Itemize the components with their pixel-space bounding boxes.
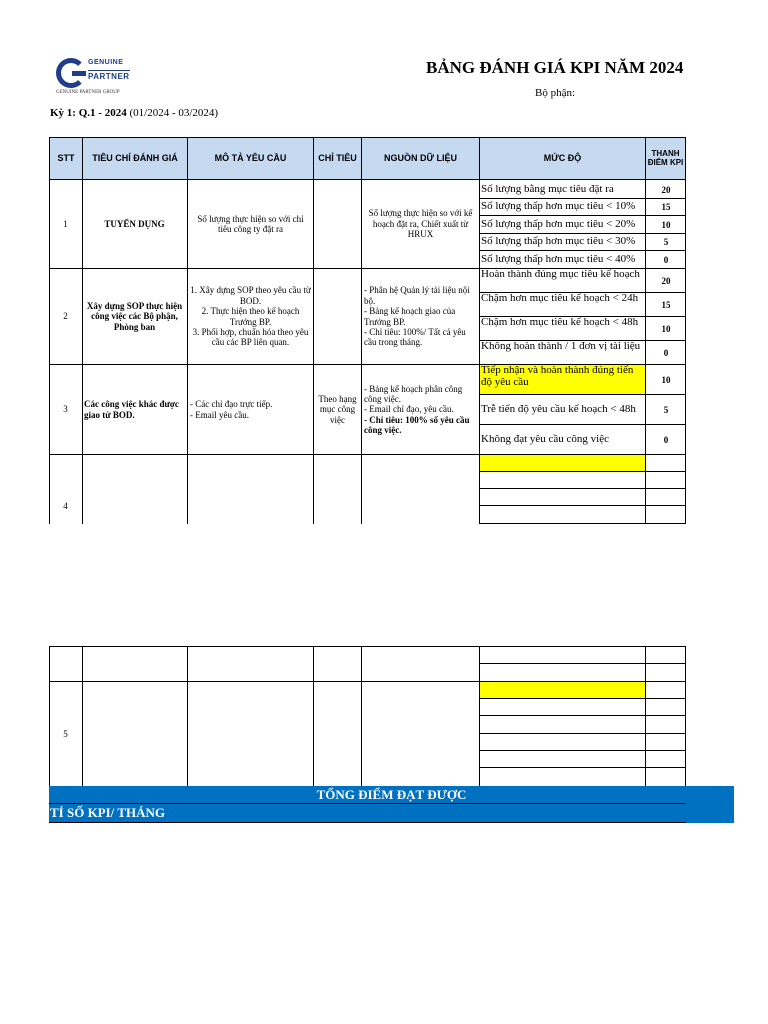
row1-source: Số lượng thực hiện so với kế hoạch đặt ra, Chiết xuất từ HRUX — [368, 208, 473, 240]
row3-source-line-2: - Email chỉ đạo, yêu cầu. — [364, 404, 454, 415]
row2-score-4: 0 — [663, 347, 669, 358]
department-label: Bộ phận: — [535, 87, 576, 99]
header-level: MỨC ĐỘ — [479, 137, 646, 180]
row1-level-5: Số lượng thấp hơn mục tiêu < 40% — [481, 252, 636, 265]
row1-level-4: Số lượng thấp hơn mục tiêu < 30% — [481, 235, 636, 248]
row3-score-1: 10 — [661, 374, 671, 385]
row1-level-1: Số lượng bằng mục tiêu đặt ra — [481, 182, 614, 195]
row3-description: - Các chỉ đạo trực tiếp. - Email yêu cầu. — [190, 399, 273, 420]
row4-highlight-cell — [480, 455, 645, 471]
row4-stt: 4 — [63, 501, 68, 512]
logo-line-1: GENUINE — [88, 59, 124, 66]
row3-level-3: Không đạt yêu cầu công việc — [481, 432, 609, 445]
row3-source — [362, 365, 479, 454]
row1-score-2: 15 — [661, 202, 671, 212]
row1-stt: 1 — [63, 218, 68, 229]
row3-target: Theo hạng mục công việc — [318, 393, 357, 425]
row3-level-2: Trễ tiến độ yêu cầu kế hoạch < 48h — [481, 402, 636, 415]
row3-level-1: Tiếp nhận và hoàn thành đúng tiến độ yêu cầu — [480, 365, 645, 394]
header-target: CHỈ TIÊU — [313, 137, 362, 180]
row2-level-1: Hoàn thành đúng mục tiêu kế hoạch — [481, 269, 640, 280]
logo-line-2: PARTNER — [88, 72, 130, 81]
row3-score-2: 5 — [663, 404, 669, 415]
row2-source: - Phân hệ Quản lý tài liệu nội bộ. - Bảng kế hoạch giao của Trưởng BP. - Chỉ tiêu: 100%/ Tất cả yêu cầu trong tháng. — [364, 285, 470, 348]
period-line — [50, 107, 218, 119]
row1-level-3: Số lượng thấp hơn mục tiêu < 20% — [481, 217, 636, 230]
row3-stt: 3 — [63, 404, 68, 415]
period-range: (01/2024 - 03/2024) — [129, 107, 219, 119]
row1-criteria: TUYỂN DỤNG — [104, 218, 165, 229]
row2-level-3: Chậm hơn mục tiêu kế hoạch < 48h — [481, 317, 639, 328]
company-logo — [52, 56, 142, 98]
row2-criteria: Xây dựng SOP thực hiện công việc các Bộ phận, Phòng ban — [86, 300, 183, 332]
row1-score-1: 20 — [661, 184, 671, 195]
row1-target — [314, 180, 361, 268]
logo-subtitle: GENUINE PARTNER GROUP — [56, 90, 120, 95]
kpi-ratio-label: TỈ SỐ KPI/ THÁNG — [50, 805, 165, 820]
row2-description: 1. Xây dựng SOP theo yêu cầu từ BOD. 2. Thực hiện theo kế hoạch Trưởng BP. 3. Phối hợp, chuẩn hóa theo yêu cầu các BP liên quan. — [190, 285, 311, 348]
row1-score-4: 5 — [663, 237, 669, 247]
page-title: BẢNG ĐÁNH GIÁ KPI NĂM 2024 — [426, 58, 684, 77]
row2-level-4: Không hoàn thành / 1 đơn vị tài liệu — [481, 341, 641, 352]
row1-level-2: Số lượng thấp hơn mục tiêu < 10% — [481, 200, 636, 213]
kpi-ratio-bar — [49, 804, 734, 823]
row2-level-2: Chậm hơn mục tiêu kế hoạch < 24h — [481, 293, 639, 304]
header-criteria: TIÊU CHÍ ĐÁNH GIÁ — [82, 137, 188, 180]
row2-target — [314, 269, 361, 364]
row2-score-2: 15 — [661, 299, 671, 310]
header-description: MÔ TẢ YÊU CẦU — [187, 137, 314, 180]
row3-score-3: 0 — [663, 434, 669, 445]
row3-source-target: - Chỉ tiêu: 100% số yêu cầu công việc. — [364, 414, 470, 436]
row2-score-1: 20 — [661, 275, 671, 286]
total-score-label: TỔNG ĐIỂM ĐẠT ĐƯỢC — [316, 787, 467, 802]
row3-source-line-1: - Bảng kế hoạch phân công công việc. — [364, 383, 463, 404]
period-label: Kỳ 1: — [50, 107, 76, 119]
row2-stt: 2 — [63, 311, 68, 322]
row2-score-3: 10 — [661, 323, 671, 334]
row1-score-3: 10 — [661, 219, 671, 230]
period-quarter: Q.1 - 2024 — [78, 107, 127, 119]
header-source: NGUỒN DỮ LIỆU — [361, 137, 480, 180]
row1-score-5: 0 — [663, 254, 669, 265]
row1-description: Số lượng thực hiện so với chỉ tiêu công ty đặt ra — [197, 213, 304, 234]
header-stt: STT — [49, 137, 83, 180]
row3-criteria: Các công việc khác được giao từ BOD. — [84, 399, 179, 420]
header-score: THANH ĐIỂM KPI — [645, 137, 686, 180]
row5-highlight-cell — [480, 682, 645, 698]
row5-stt: 5 — [63, 728, 68, 739]
